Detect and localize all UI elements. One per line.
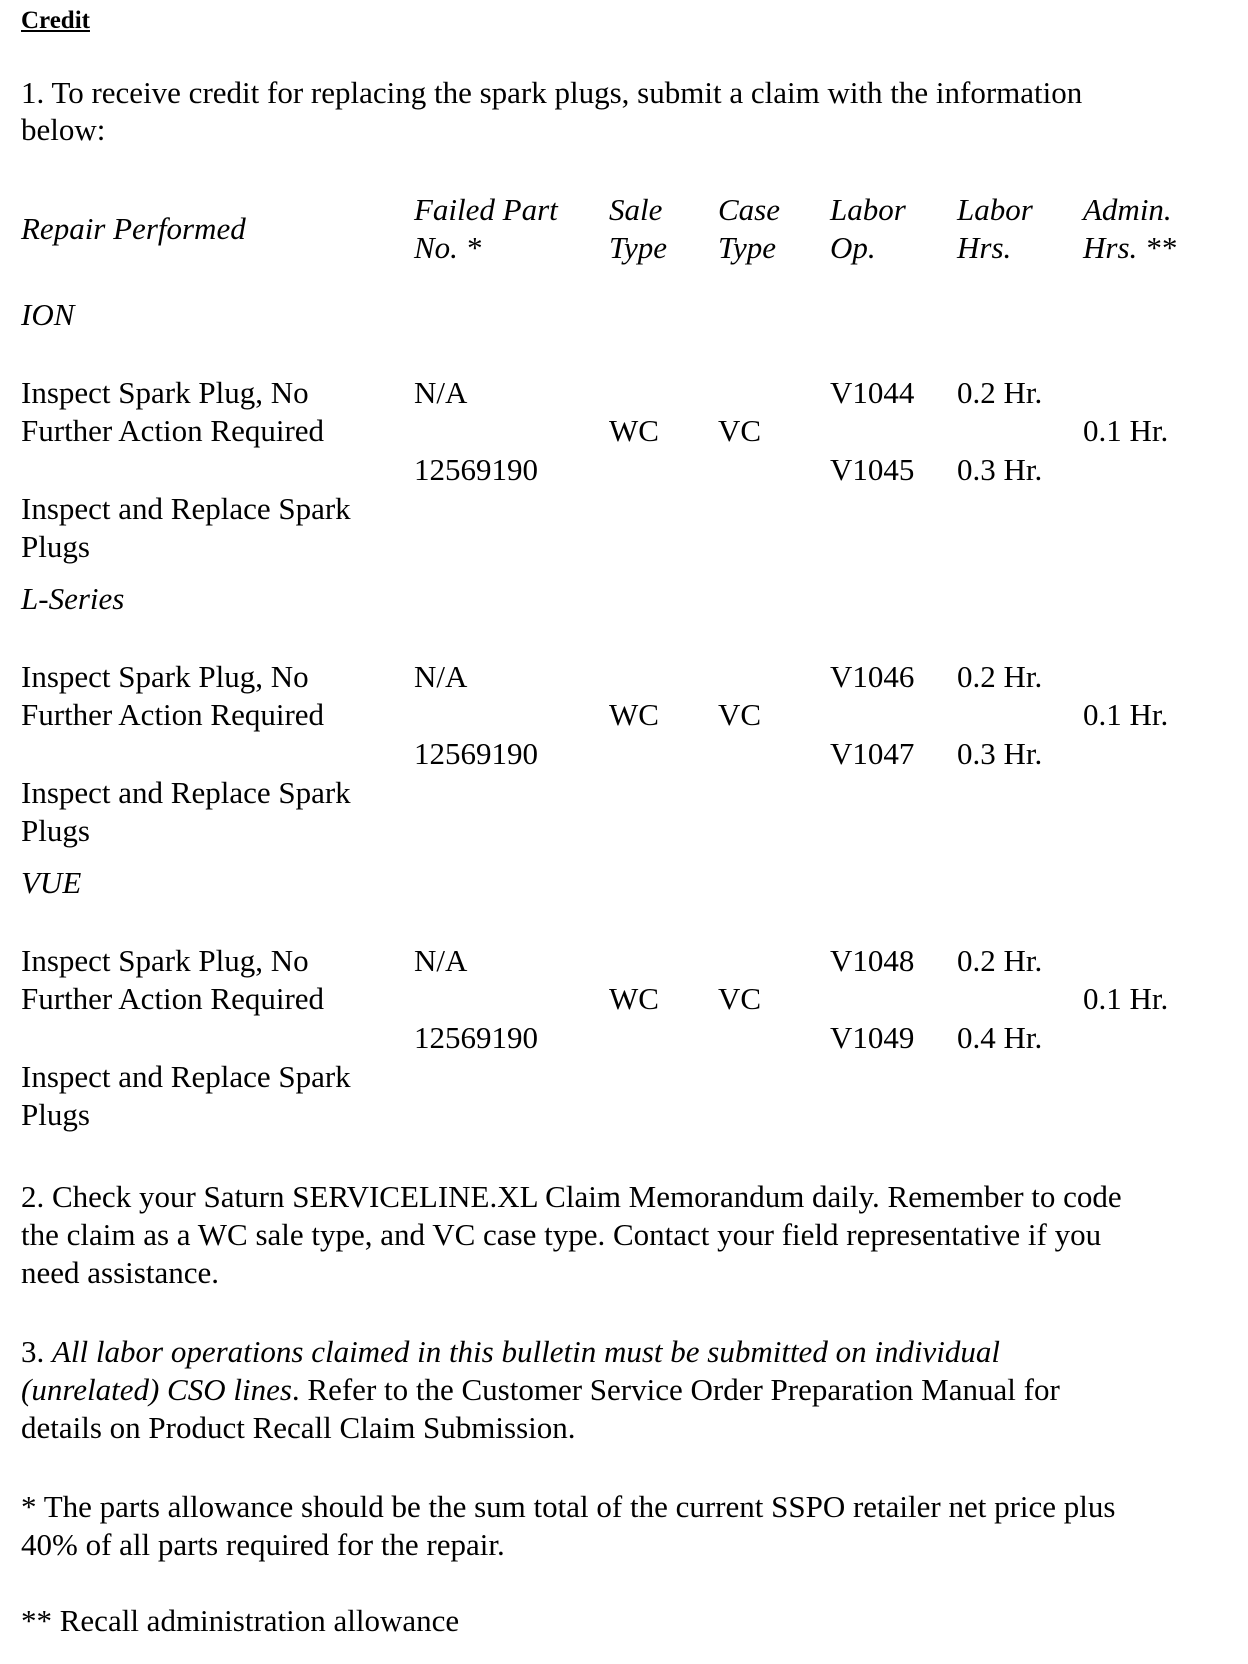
paragraph-3-line1: [21, 1333, 1000, 1371]
case-type: VC: [718, 981, 762, 1016]
failed-part-replace: 12569190: [414, 452, 538, 487]
failed-part-replace: 12569190: [414, 1020, 538, 1055]
labor-hrs-replace: 0.3 Hr.: [957, 452, 1043, 487]
labor-op-replace: V1047: [830, 736, 915, 771]
footnote-1-line2: 40% of all parts required for the repair.: [21, 1527, 505, 1562]
header-case-type-line2: Type: [718, 230, 776, 265]
model-label: VUE: [21, 865, 82, 900]
labor-hrs-inspect: 0.2 Hr.: [957, 943, 1043, 978]
paragraph-2-line2: the claim as a WC sale type, and VC case type. Contact your field representative if you: [21, 1217, 1102, 1252]
labor-op-inspect: V1048: [830, 943, 915, 978]
labor-op-inspect: V1044: [830, 375, 915, 410]
footnote-1-line1: * The parts allowance should be the sum total of the current SSPO retailer net price plus: [21, 1489, 1116, 1524]
failed-part-replace: 12569190: [414, 736, 538, 771]
repair-replace-line2: Plugs: [21, 1097, 90, 1132]
header-case-type-line1: Case: [718, 192, 780, 227]
paragraph-3-prefix: 3.: [21, 1334, 52, 1369]
paragraph-2-line3: need assistance.: [21, 1255, 219, 1290]
header-labor-hrs-line2: Hrs.: [957, 230, 1012, 265]
paragraph-3-line3: details on Product Recall Claim Submission.: [21, 1410, 576, 1445]
labor-hrs-replace: 0.4 Hr.: [957, 1020, 1043, 1055]
paragraph-3-italic-2: (unrelated) CSO lines: [21, 1372, 292, 1407]
model-label: L-Series: [21, 581, 125, 616]
header-admin-hrs-line2: Hrs. **: [1083, 230, 1177, 265]
sale-type: WC: [609, 413, 659, 448]
case-type: VC: [718, 413, 762, 448]
repair-inspect-line1: Inspect Spark Plug, No: [21, 375, 309, 410]
header-failed-part-line2: No. *: [414, 230, 482, 265]
intro-line-2: below:: [21, 112, 106, 147]
header-sale-type-line1: Sale: [609, 192, 663, 227]
repair-replace-line1: Inspect and Replace Spark: [21, 775, 351, 810]
failed-part-inspect: N/A: [414, 659, 468, 694]
footnote-admin-allowance: ** Recall administration allowance: [21, 1603, 460, 1638]
header-labor-op-line2: Op.: [830, 230, 876, 265]
repair-inspect-line1: Inspect Spark Plug, No: [21, 943, 309, 978]
repair-replace-line1: Inspect and Replace Spark: [21, 491, 351, 526]
labor-op-inspect: V1046: [830, 659, 915, 694]
labor-hrs-inspect: 0.2 Hr.: [957, 375, 1043, 410]
repair-inspect-line1: Inspect Spark Plug, No: [21, 659, 309, 694]
labor-hrs-replace: 0.3 Hr.: [957, 736, 1043, 771]
sale-type: WC: [609, 981, 659, 1016]
admin-hrs: 0.1 Hr.: [1083, 981, 1169, 1016]
header-admin-hrs-line1: Admin.: [1083, 192, 1172, 227]
labor-hrs-inspect: 0.2 Hr.: [957, 659, 1043, 694]
repair-inspect-line2: Further Action Required: [21, 981, 325, 1016]
repair-replace-line2: Plugs: [21, 813, 90, 848]
header-labor-op-line1: Labor: [830, 192, 906, 227]
header-sale-type-line2: Type: [609, 230, 667, 265]
sale-type: WC: [609, 697, 659, 732]
paragraph-3-italic-1: All labor operations claimed in this bulletin must be submitted on individual: [52, 1334, 1001, 1369]
paragraph-3-rest: . Refer to the Customer Service Order Preparation Manual for: [291, 1372, 1060, 1407]
failed-part-inspect: N/A: [414, 375, 468, 410]
admin-hrs: 0.1 Hr.: [1083, 697, 1169, 732]
case-type: VC: [718, 697, 762, 732]
admin-hrs: 0.1 Hr.: [1083, 413, 1169, 448]
page-title: Credit: [21, 7, 90, 34]
header-repair-performed: Repair Performed: [21, 211, 246, 246]
intro-line-1: 1. To receive credit for replacing the spark plugs, submit a claim with the information: [21, 75, 1083, 110]
model-label: ION: [21, 297, 75, 332]
labor-op-replace: V1045: [830, 452, 915, 487]
header-labor-hrs-line1: Labor: [957, 192, 1033, 227]
failed-part-inspect: N/A: [414, 943, 468, 978]
paragraph-3-line2: [21, 1371, 1060, 1409]
repair-replace-line2: Plugs: [21, 529, 90, 564]
repair-inspect-line2: Further Action Required: [21, 697, 325, 732]
paragraph-2-line1: 2. Check your Saturn SERVICELINE.XL Claim Memorandum daily. Remember to code: [21, 1179, 1122, 1214]
header-failed-part-line1: Failed Part: [414, 192, 558, 227]
repair-replace-line1: Inspect and Replace Spark: [21, 1059, 351, 1094]
repair-inspect-line2: Further Action Required: [21, 413, 325, 448]
labor-op-replace: V1049: [830, 1020, 915, 1055]
